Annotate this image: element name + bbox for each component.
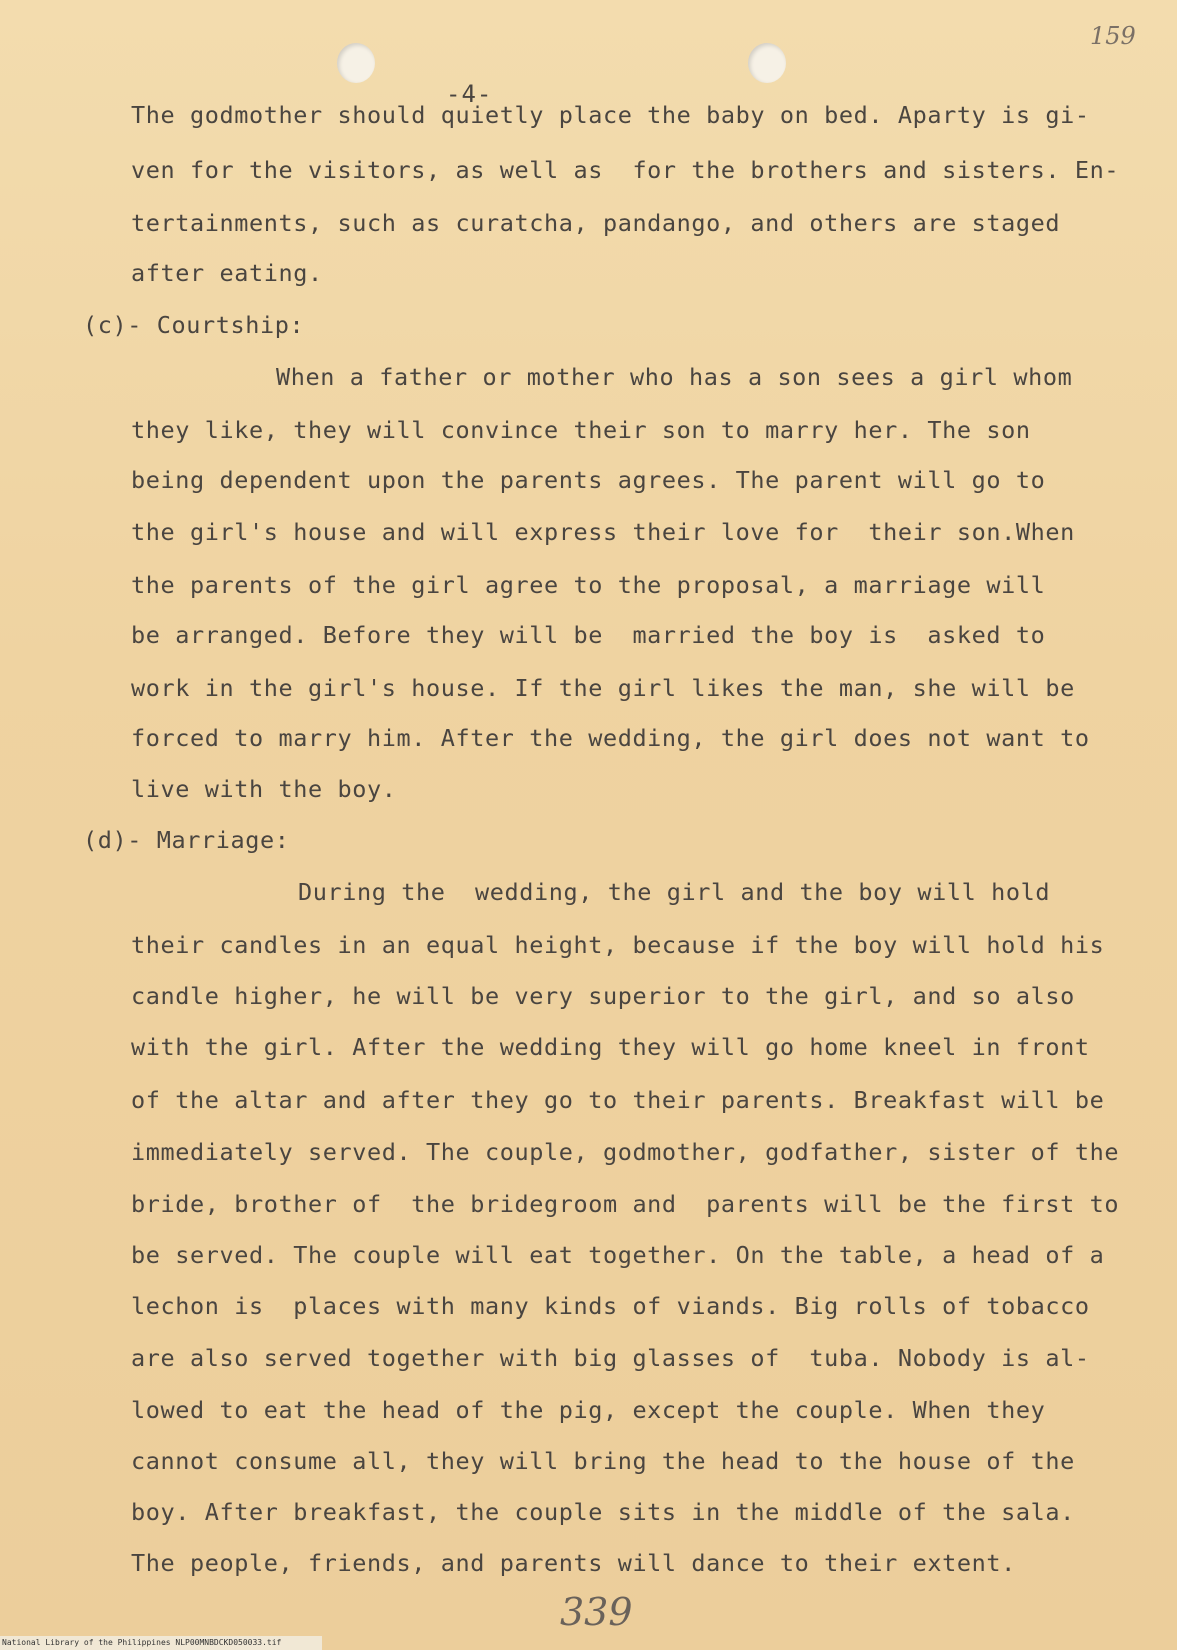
text-line: be served. The couple will eat together. On the table, a head of a [131,1241,1105,1269]
text-line: live with the boy. [131,775,397,803]
text-line: be arranged. Before they will be married the boy is asked to [131,621,1046,649]
text-line: with the girl. After the wedding they will go home kneel in front [131,1033,1090,1061]
text-line: their candles in an equal height, because if the boy will hold his [131,931,1105,959]
handwritten-folio-number: 339 [560,1590,633,1634]
text-line: lechon is places with many kinds of viands. Big rolls of tobacco [131,1292,1090,1320]
text-line: cannot consume all, they will bring the head to the house of the [131,1447,1075,1475]
text-line: The people, friends, and parents will dance to their extent. [131,1549,1016,1577]
text-line: being dependent upon the parents agrees. The parent will go to [131,466,1046,494]
text-line: lowed to eat the head of the pig, except the couple. When they [131,1396,1046,1424]
text-line: candle higher, he will be very superior to the girl, and so also [131,982,1075,1010]
text-line: of the altar and after they go to their parents. Breakfast will be [131,1086,1105,1114]
text-line: the girl's house and will express their love for their son.When [131,518,1075,546]
text-line: tertainments, such as curatcha, pandango, and others are staged [131,209,1061,237]
section-heading-courtship: (c)- Courtship: [83,311,305,339]
page-label: -4- [446,80,493,108]
archive-footer: National Library of the Philippines NLP00MNBDCKD050033.tif [0,1636,322,1650]
text-line: bride, brother of the bridegroom and parents will be the first to [131,1190,1120,1218]
text-line: The godmother should quietly place the baby on bed. Aparty is gi- [131,101,1090,129]
text-line: immediately served. The couple, godmother, godfather, sister of the [131,1138,1120,1166]
text-line: the parents of the girl agree to the proposal, a marriage will [131,571,1046,599]
text-line: work in the girl's house. If the girl likes the man, she will be [131,674,1075,702]
text-line: are also served together with big glasses of tuba. Nobody is al- [131,1344,1090,1372]
text-line: During the wedding, the girl and the boy will hold [298,878,1051,906]
punch-hole-right [748,43,786,83]
text-line: When a father or mother who has a son sees a girl whom [276,363,1073,391]
text-line: after eating. [131,259,323,287]
text-line: forced to marry him. After the wedding, the girl does not want to [131,724,1090,752]
text-line: ven for the visitors, as well as for the brothers and sisters. En- [131,156,1120,184]
handwritten-page-number: 159 [1090,22,1136,50]
section-heading-marriage: (d)- Marriage: [83,826,290,854]
text-line: they like, they will convince their son to marry her. The son [131,416,1031,444]
text-line: boy. After breakfast, the couple sits in the middle of the sala. [131,1498,1075,1526]
punch-hole-left [337,43,375,83]
